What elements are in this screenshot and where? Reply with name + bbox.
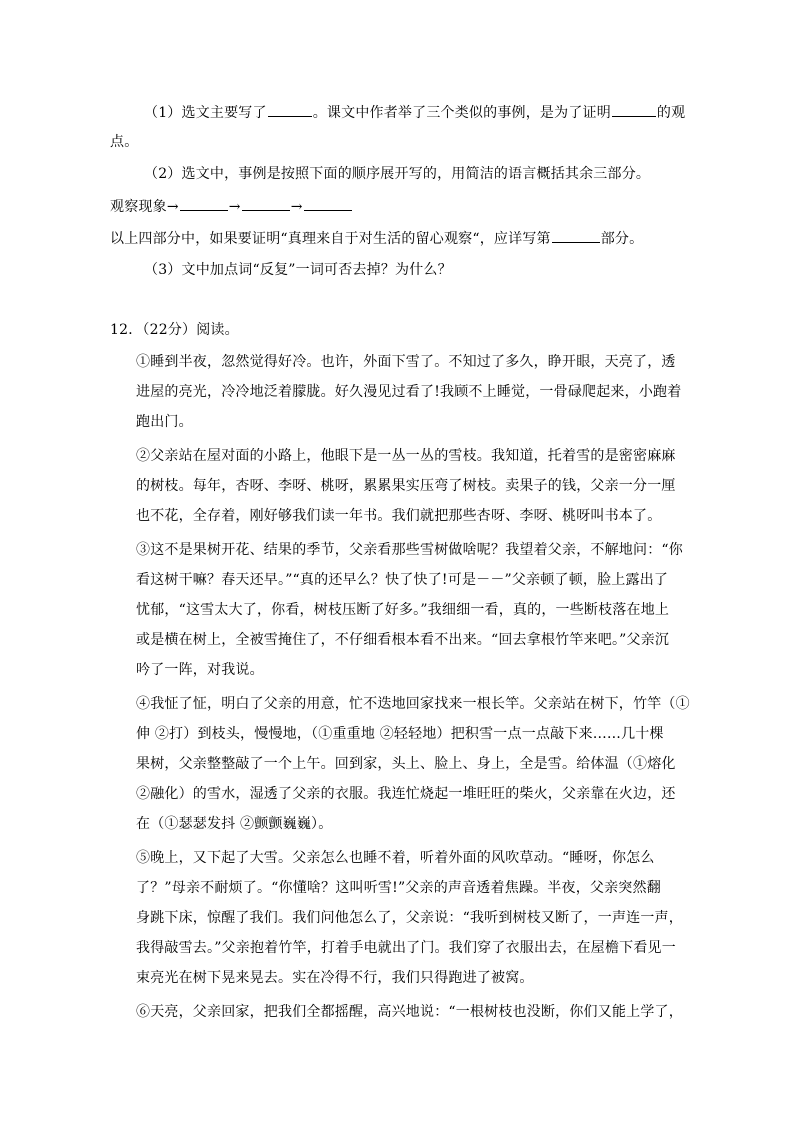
arrow-icon: →: [290, 199, 303, 215]
question-2-text-b: 以上四部分中，如果要证明“真理来自于对生活的留心观察“，应详写第: [110, 231, 551, 247]
arrow-icon: →: [166, 199, 179, 215]
question-1-text-c: 的观: [656, 105, 686, 121]
question-1-line-cont: [110, 132, 138, 152]
answer-blank[interactable]: [180, 196, 228, 211]
passage-line: 也不花，全存着，刚好够我们读一年书。我们就把那些杏呀、李呀、桃呀叫书本了。: [136, 508, 662, 524]
passage-line: 身跳下床，惊醒了我们。我们问他怎么了，父亲说：“我听到树枝又断了，一声连一声，: [136, 910, 683, 926]
passage-line: 或是横在树上，全被雪掩住了，不仔细看根本看不出来。“回去拿根竹竿来吧。”父亲沉: [136, 632, 670, 648]
question-2-line: [144, 164, 650, 184]
question-2-text: （2）选文中，事例是按照下面的顺序展开写的，用简洁的语言概括其余三部分。: [144, 166, 651, 182]
passage-line: ④我怔了怔，明白了父亲的用意，忙不迭地回家找来一根长竿。父亲站在树下，竹竿（①: [136, 696, 690, 712]
answer-blank[interactable]: [242, 196, 290, 211]
question-1-line: [144, 102, 685, 123]
passage-line: ⑥天亮，父亲回家，把我们全都摇醒，高兴地说：“一根树枝也没断，你们又能上学了，: [136, 1004, 683, 1020]
passage-line: 伸 ②打）到枝头，慢慢地，（①重重地 ②轻轻地）把积雪一点一点敲下来……几十棵: [136, 726, 664, 742]
question-3-text: （3）文中加点词“反复”一词可否去掉？为什么？: [144, 262, 452, 278]
question-1-text-a: （1）选文主要写了: [144, 105, 267, 121]
answer-blank[interactable]: [612, 102, 656, 117]
passage-line: ①睡到半夜，忽然觉得好冷。也许，外面下雪了。不知过了多久，睁开眼，天亮了，透: [136, 354, 676, 370]
passage-line: 跑出门。: [136, 414, 193, 430]
passage-line: ②融化）的雪水，湿透了父亲的衣服。我连忙烧起一堆旺旺的柴火，父亲靠在火边，还: [136, 786, 676, 802]
passage-line: ③这不是果树开花、结果的季节，父亲看那些雪树做啥呢？我望着父亲，不解地问：“你: [136, 542, 683, 558]
answer-blank[interactable]: [268, 102, 312, 117]
passage-line: 束亮光在树下晃来晃去。实在冷得不行，我们只得跑进了被窝。: [136, 970, 534, 986]
question-2-line-b: [110, 228, 643, 249]
passage-line: 我得敲雪去。”父亲抱着竹竿，打着手电就出了门。我们穿了衣服出去，在屋檐下看见一: [136, 940, 676, 956]
question-3-line: [144, 260, 452, 280]
sequence-start: 观察现象: [110, 199, 167, 215]
section-12-heading: [110, 320, 239, 340]
arrow-icon: →: [228, 199, 241, 215]
passage-line: 忧郁，“这雪太大了，你看，树枝压断了好多。”我细细一看，真的，一些断枝落在地上: [136, 602, 670, 618]
question-2-text-c: 部分。: [600, 231, 644, 247]
passage-line: 进屋的亮光，冷冷地泛着朦胧。好久漫见过看了!我顾不上睡觉，一骨碌爬起来，小跑着: [136, 384, 682, 400]
passage-line: 了？”母亲不耐烦了。“你懂啥？这叫听雪!”父亲的声音透着焦躁。半夜，父亲突然翻: [136, 880, 661, 896]
answer-blank[interactable]: [304, 196, 352, 211]
passage-line: 吟了一阵，对我说。: [136, 662, 264, 678]
sequence-line: [110, 196, 353, 217]
passage-line: 的树枝。每年，杏呀、李呀、桃呀，累累果实压弯了树枝。卖果子的钱，父亲一分一厘: [136, 478, 676, 494]
section-12-heading-text: 12．（22分）阅读。: [110, 322, 239, 338]
answer-blank[interactable]: [552, 228, 600, 243]
question-1-text-d: 点。: [110, 134, 139, 150]
passage-line: 看这树干嘛？春天还早。”“真的还早么？快了快了!可是－－”父亲顿了顿，脸上露出了: [136, 572, 669, 588]
passage-line: ⑤晚上，又下起了大雪。父亲怎么也睡不着，听着外面的风吹草动。“睡呀，你怎么: [136, 850, 655, 866]
passage-line: ②父亲站在屋对面的小路上，他眼下是一丛一丛的雪枝。我知道，托着雪的是密密麻麻: [136, 448, 676, 464]
passage-line: 在（①瑟瑟发抖 ②颤颤巍巍）。: [136, 816, 333, 832]
question-1-text-b: 。课文中作者举了三个类似的事例，是为了证明: [312, 105, 611, 121]
passage-line: 果树，父亲整整敲了一个上午。回到家，头上、脸上、身上，全是雪。给体温（①熔化: [136, 756, 676, 772]
